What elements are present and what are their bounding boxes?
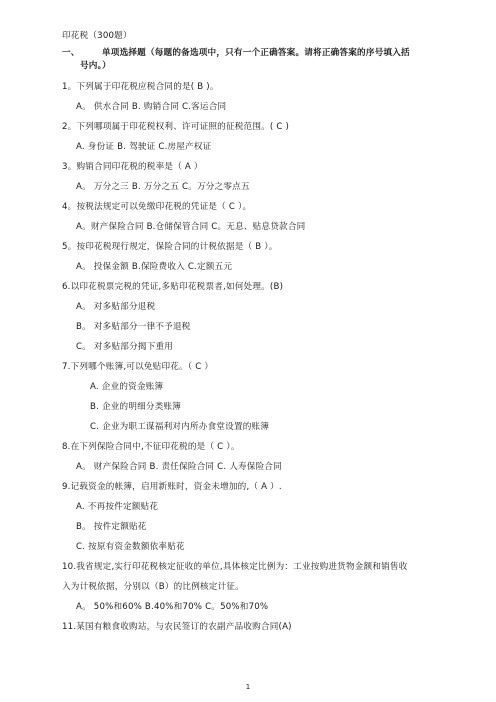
question-9-option-b: B。 按件定额贴花 bbox=[76, 522, 147, 532]
section-heading bbox=[62, 47, 410, 59]
question-2: 2。下列哪项属于印花税权利、许可证照的征税范围。( C ) bbox=[62, 122, 290, 132]
question-8: 8.在下列保险合同中,不征印花税的是（ C ）。 bbox=[62, 442, 240, 452]
question-4: 4。按税法规定可以免缴印花税的凭证是（ C ）。 bbox=[62, 202, 252, 212]
question-1-options: A。 供水合同 B. 购销合同 C.客运合同 bbox=[76, 102, 227, 112]
question-10: 10.我省规定,实行印花税核定征收的单位,具体核定比例为：工业按购进货物金额和销售收 bbox=[62, 562, 408, 572]
section-heading-line1: 单项选择题（每题的备选项中，只有一个正确答案。请将正确答案的序号填入括 bbox=[102, 48, 410, 58]
question-9-option-c: C. 按原有资金数额依率贴花 bbox=[76, 542, 185, 552]
question-9: 9.记载资金的帐簿，启用新账时，资金未增加的,（ A ）. bbox=[62, 482, 282, 492]
question-7-option-b: B. 企业的明细分类账簿 bbox=[90, 402, 182, 412]
question-3: 3。购销合同印花税的税率是（ A ） bbox=[62, 162, 203, 172]
question-11: 11.某国有粮食收购站，与农民签订的农副产品收购合同(A) bbox=[62, 622, 292, 632]
question-10-continued: 入为计税依据，分别以（B）的比例核定计征。 bbox=[62, 582, 244, 592]
question-10-options: A。 50%和60% B.40%和70% C。50%和70% bbox=[76, 602, 269, 612]
section-number: 一、 bbox=[62, 48, 80, 58]
question-5-options: A。 投保金额 B.保险费收入 C.定额五元 bbox=[76, 262, 233, 272]
question-7-option-c: C. 企业为职工谋福利对内所办食堂设置的账簿 bbox=[90, 422, 270, 432]
question-5: 5。按印花税现行规定，保险合同的计税依据是（ B ）。 bbox=[62, 242, 278, 252]
question-6-option-b: B。 对多贴部分一律不予退税 bbox=[76, 322, 191, 332]
document-title: 印花税（300题） bbox=[62, 31, 132, 41]
question-7-option-a: A. 企业的资金账簿 bbox=[90, 382, 164, 392]
question-6: 6.以印花税票完税的凭证,多贴印花税票者,如何处理。(B) bbox=[62, 282, 284, 292]
question-2-options: A. 身份证 B. 驾驶证 C.房屋产权证 bbox=[76, 142, 212, 152]
question-6-option-c: C。 对多贴部分揭下重用 bbox=[76, 342, 174, 352]
question-3-options: A。 万分之三 B. 万分之五 C。万分之零点五 bbox=[76, 182, 250, 192]
page-number: 1 bbox=[245, 683, 251, 691]
section-heading-line2: 号内。） bbox=[80, 61, 111, 71]
question-7: 7.下列哪个账簿,可以免贴印花。（ C ） bbox=[62, 362, 214, 372]
question-8-options: A。 财产保险合同 B. 责任保险合同 C. 人寿保险合同 bbox=[76, 462, 282, 472]
question-4-options: A。财产保险合同 B.仓储保管合同 C。无息、贴息贷款合同 bbox=[76, 222, 306, 232]
question-9-option-a: A. 不再按件定额贴花 bbox=[76, 502, 159, 512]
question-6-option-a: A。 对多贴部分退税 bbox=[76, 302, 156, 312]
question-1: 1。下列属于印花税应税合同的是( B )。 bbox=[62, 82, 219, 92]
